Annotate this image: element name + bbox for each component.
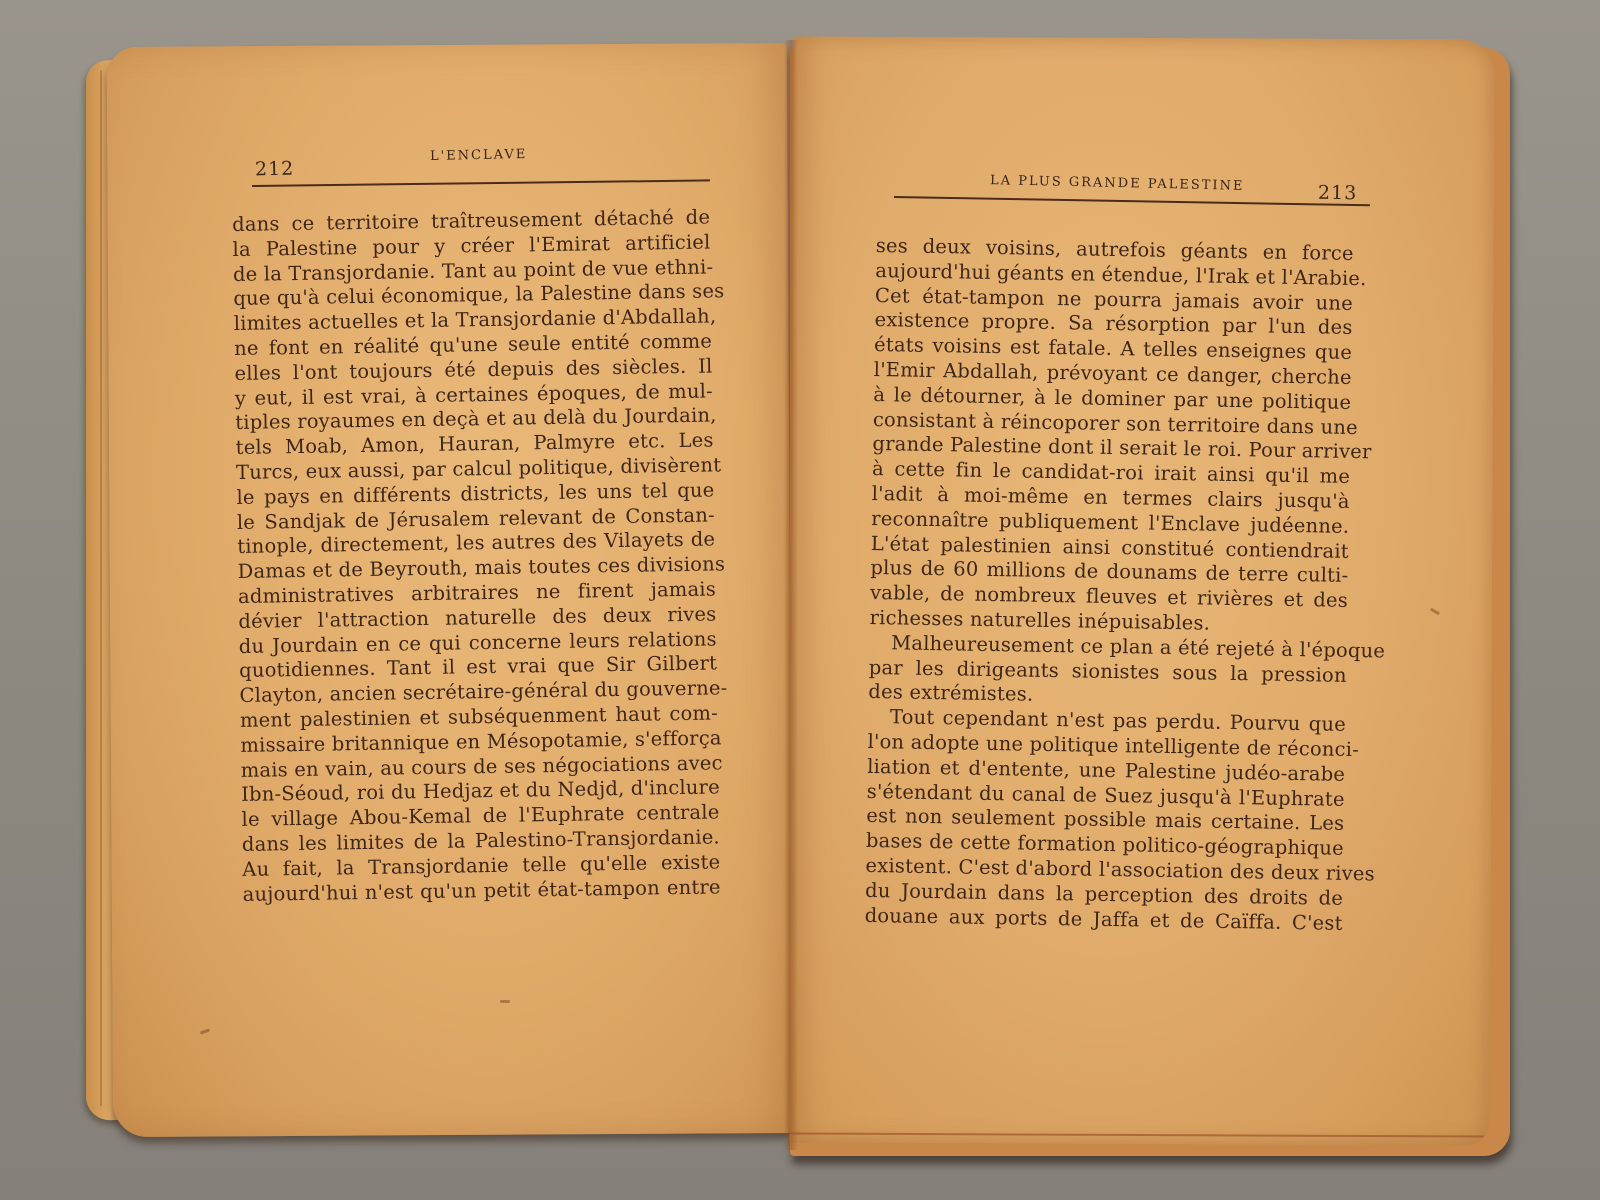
text-line: richesses naturelles inépuisables. bbox=[869, 605, 1211, 635]
text-line: liation et d'entente, une Palestine judéo-arabe bbox=[866, 754, 1346, 786]
text-line: tiples royaumes en deçà et au delà du Jourdain, bbox=[235, 403, 717, 435]
text-line: dévier l'attraction naturelle des deux rives bbox=[238, 602, 717, 633]
text-line: ses deux voisins, autrefois géants en force bbox=[875, 234, 1354, 265]
text-line: elles l'ont toujours été depuis des siècles. Il bbox=[234, 354, 713, 385]
text-line: douane aux ports de Jaffa et de Caïffa. C'est bbox=[864, 903, 1343, 935]
text-line: dans les limites de la Palestino-Transjordanie. bbox=[241, 825, 721, 856]
right-page-body-text bbox=[864, 234, 1386, 936]
text-line: est non seulement possible mais certaine. Les bbox=[866, 804, 1345, 836]
right-running-head: LA PLUS GRANDE PALESTINE bbox=[989, 173, 1245, 194]
text-line: du Jourdain en ce qui concerne leurs relations bbox=[238, 626, 717, 658]
text-line: existence propre. Sa résorption par l'un des bbox=[874, 308, 1353, 340]
text-line: l'Emir Abdallah, prévoyant ce danger, cherche bbox=[873, 357, 1352, 389]
text-line: l'adit à moi-même en termes clairs jusqu'à bbox=[871, 481, 1350, 513]
text-line: ne font en réalité qu'une seule entité comme bbox=[233, 329, 713, 360]
text-line: s'étendant du canal de Suez jusqu'à l'Euphrate bbox=[866, 779, 1345, 811]
text-line: le Sandjak de Jérusalem relevant de Constan- bbox=[236, 503, 715, 534]
text-line: quotidiennes. Tant il est vrai que Sir Gilbert bbox=[239, 651, 718, 683]
text-line: aujourd'hui n'est qu'un petit état-tampon entre bbox=[242, 874, 721, 906]
text-line: tinople, directement, les autres des Vilayets de bbox=[237, 527, 716, 559]
paper-speck bbox=[500, 1000, 510, 1003]
text-line: Turcs, eux aussi, par calcul politique, divisèrent bbox=[235, 453, 722, 484]
text-line: dans ce territoire traîtreusement détaché de bbox=[232, 205, 711, 236]
text-line: consistant à réincoporer son territoire dans une bbox=[872, 407, 1359, 439]
text-line: par les dirigeants sionistes sous la pression bbox=[868, 655, 1347, 687]
text-line: existent. C'est d'abord l'association des deux rives bbox=[865, 853, 1376, 886]
text-line: que qu'à celui économique, la Palestine dans ses bbox=[233, 279, 725, 311]
text-line: le village Abou-Kemal de l'Euphrate centrale bbox=[241, 800, 720, 832]
text-line: L'état palestinien ainsi constitué contiendrait bbox=[870, 531, 1350, 563]
text-line: Au fait, la Transjordanie telle qu'elle existe bbox=[242, 850, 721, 881]
left-page-number: 212 bbox=[254, 157, 295, 181]
text-line: y eut, il est vrai, à certaines époques, de mul- bbox=[234, 379, 714, 410]
text-line: vable, de nombreux fleuves et rivières et des bbox=[869, 581, 1349, 613]
left-page-body-text bbox=[232, 205, 728, 907]
text-line: des extrémistes. bbox=[868, 680, 1034, 707]
text-line: tels Moab, Amon, Hauran, Palmyre etc. Les bbox=[235, 428, 714, 460]
text-line: bases de cette formation politico-géographique bbox=[865, 829, 1345, 860]
text-line: de la Transjordanie. Tant au point de vue ethni- bbox=[232, 255, 714, 286]
text-line: aujourd'hui géants en étendue, l'Irak et l'Arabie. bbox=[875, 258, 1367, 290]
text-line: Cet état-tampon ne pourra jamais avoir une bbox=[874, 283, 1354, 315]
text-line: Ibn-Séoud, roi du Hedjaz et du Nedjd, d'inclure bbox=[240, 775, 721, 807]
text-line: grande Palestine dont il serait le roi. Pour arriver bbox=[872, 432, 1372, 464]
left-running-head: L'ENCLAVE bbox=[429, 146, 528, 165]
text-line: Damas et de Beyrouth, mais toutes ces divisions bbox=[237, 552, 726, 584]
text-line: l'on adopte une politique intelligente de réconci- bbox=[867, 729, 1360, 762]
right-page-number: 213 bbox=[1317, 181, 1358, 205]
text-line: mais en vain, au cours de ses négociations avec bbox=[240, 750, 723, 782]
text-line: plus de 60 millions de dounams de terre culti- bbox=[870, 556, 1349, 588]
text-line: du Jourdain dans la perception des droits de bbox=[864, 878, 1344, 910]
text-line: ment palestinien et subséquenment haut com- bbox=[239, 701, 719, 732]
text-line: la Palestine pour y créer l'Emirat artificiel bbox=[232, 230, 711, 261]
text-line: missaire britannique en Mésopotamie, s'efforça bbox=[240, 726, 722, 757]
text-line: états voisins est fatale. A telles enseignes que bbox=[873, 333, 1353, 365]
text-line: le pays en différents districts, les uns tel que bbox=[236, 478, 715, 509]
text-line: administratives arbitraires ne firent jamais bbox=[237, 577, 717, 608]
text-line: Clayton, ancien secrétaire-général du gouverne- bbox=[239, 676, 728, 708]
book-gutter bbox=[784, 40, 798, 1150]
text-line: Tout cependant n'est pas perdu. Pourvu que bbox=[889, 705, 1347, 736]
text-line: limites actuelles et la Transjordanie d'Abdallah, bbox=[233, 304, 717, 336]
text-line: Malheureusement ce plan a été rejeté à l'époque bbox=[891, 631, 1386, 663]
text-line: reconnaître publiquement l'Enclave judéenne. bbox=[871, 506, 1350, 538]
text-line: à cette fin le candidat-roi irait ainsi qu'il me bbox=[871, 457, 1351, 489]
text-line: à le détourner, à le dominer par une politique bbox=[873, 382, 1352, 414]
